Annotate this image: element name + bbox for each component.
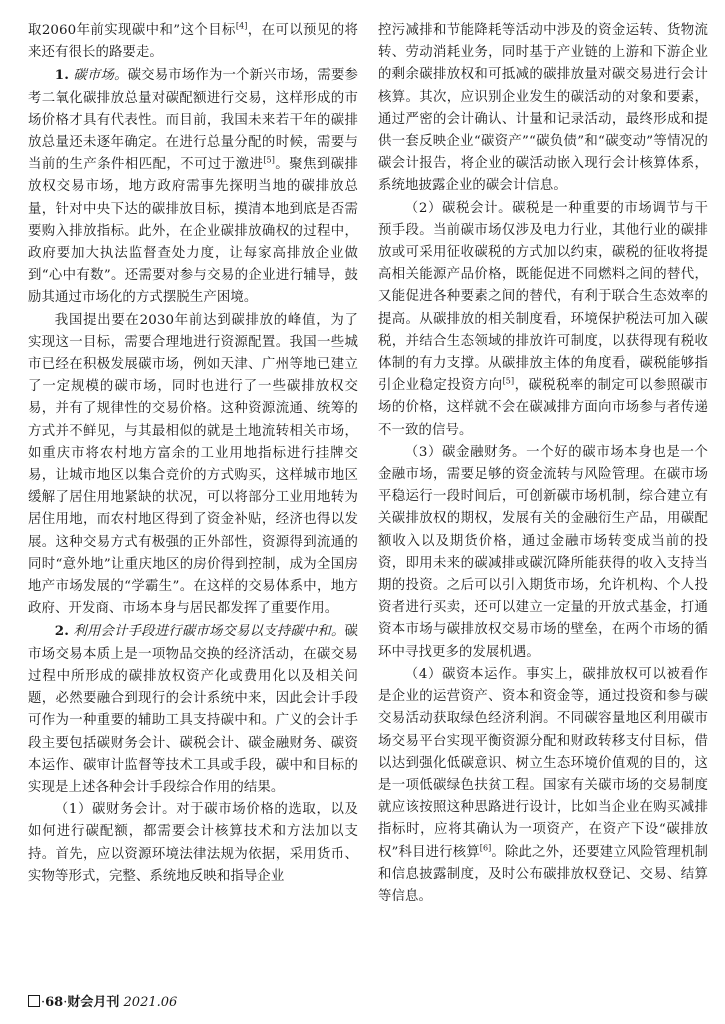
- paragraph-text: 碳交易市场作为一个新兴市场，需要参考二氧化碳排放总量对碳配额进行交易，这样形成的市场价格才具有代表性。而目前，我国未来若干年的碳排放总量还未逐年确定。在进行总量分配的时候，需要与当前的生产条件相匹配，不可过于激进: [28, 68, 358, 173]
- footer-sep: ·: [41, 995, 46, 1010]
- right-column: [378, 20, 708, 908]
- paragraph-carbon-tax-accounting: [378, 198, 708, 442]
- page-number: 68: [45, 995, 64, 1010]
- section-number: 1.: [54, 67, 69, 84]
- left-column: [28, 20, 358, 888]
- paragraph-carbon-finance: （3）碳金融财务。一个好的碳市场本身也是一个金融市场，需要足够的资金流转与风险管理。在碳市场平稳运行一段时间后，可创新碳市场机制，综合建立有关碳排放权的期权，发展有关的金融衍生产品，用碳配额收入以及期货价格，通过金融市场转变成当前的投资，即用未来的碳减排或碳沉降所能获得的收入支持当期的投资。之后可以引入期货市场，允许机构、个人投资者进行买卖，还可以建立一定量的开放式基金，打通资本市场与碳排放权交易市场的壁垒，在两个市场的循环中寻找更多的发展机遇。: [378, 444, 708, 660]
- paragraph-text: 。除此之外，还要建立风险管理机制和信息披露制度，及时公布碳排放权登记、交易、结算等信息。: [378, 844, 708, 904]
- footer-sep: ·: [63, 995, 68, 1010]
- page-footer: [28, 994, 177, 1012]
- paragraph-text: 。聚焦到碳排放权交易市场，地方政府需事先探明当地的碳排放总量，针对中央下达的碳排放目标，摸清本地到底是否需要购入排放指标。此外，在企业碳排放确权的过程中，政府要加大执法监督查处力度，让每家高排放企业做到“心中有数”。还需要对参与交易的企业进行辅导，鼓励其通过市场化的方式摆脱生产困境。: [28, 157, 358, 306]
- section-heading: 利用会计手段进行碳市场交易以支持碳中和。: [73, 624, 345, 640]
- paragraph-text: （2）碳税会计。碳税是一种重要的市场调节与干预手段。当前碳市场仅涉及电力行业，其他行业的碳排放或可采用征收碳税的方式加以约束，碳税的征收将提高相关能源产品价格，既能促进不同燃料之间的替代，又能促进各种要素之间的替代，有利于联合生态效率的提高。从碳排放的相关制度看，环境保护税法可加入碳税，并结合生态领域的排放许可制度，以获得现有税收体制的有力支撑。从碳排放主体的角度看，碳税能够指引企业稳定投资方向: [378, 200, 708, 394]
- paragraph-text: 碳市场交易本质上是一项物品交换的经济活动，在碳交易过程中所形成的碳排放权资产化或费用化以及相关问题，必然要融合到现行的会计系统中来，因此会计手段可作为一种重要的辅助工具支持碳中和。广义的会计手段主要包括碳财务会计、碳税会计、碳金融财务、碳资本运作、碳审计监督等技术工具或手段，碳中和目标的实现是上述各种会计手段综合作用的结果。: [28, 624, 358, 795]
- journal-name: 财会月刊: [67, 995, 120, 1010]
- citation-ref[interactable]: [5]: [502, 376, 515, 386]
- paragraph-text: ，在可以预见的将来还有很长的路要走。: [28, 23, 358, 61]
- paragraph-text: ，碳税税率的制定可以参照碳市场的价格，这样就不会在碳减排方面向市场参与者传递不一致的信号。: [378, 378, 708, 438]
- paragraph: 我国提出要在2030年前达到碳排放的峰值，为了实现这一目标，需要合理地进行资源配置。我国一些城市已经在积极发展碳市场，例如天津、广州等地已建立了一定规模的碳市场，同时也进行了一些碳排放权交易，并有了规律性的交易价格。这种资源流通、统筹的方式并不鲜见，与其最相似的就是土地流转相关市场，如重庆市将农村地方富余的工业用地指标进行挂牌交易，让城市地区以集合竞价的方式购买，这样城市地区缓解了居住用地紧缺的状况，可以将部分工业用地转为居住用地，而农村地区得到了资金补贴，经济也得以发展。这种交易方式有极强的正外部性，资源得到流通的同时“意外地”让重庆地区的房价得到控制，成为全国房地产市场发展的“学霸生”。在这样的交易体系中，地方政府、开发商、市场本身与居民都发挥了重要作用。: [28, 312, 358, 617]
- paragraph-continued: 控污减排和节能降耗等活动中涉及的资金运转、货物流转、劳动消耗业务，同时基于产业链的上游和下游企业的剩余碳排放权和可抵减的碳排放量对碳交易进行会计核算。其次，应识别企业发生的碳活动的对象和要素，通过严密的会计确认、计量和记录活动，最终形成和提供一套反映企业“碳资产”“碳负债”和“碳变动”等情况的碳会计报告，将企业的碳活动嵌入现行会计核算体系，系统地披露企业的碳会计信息。: [378, 23, 708, 194]
- square-icon: [28, 995, 40, 1007]
- paragraph-carbon-financial-accounting: （1）碳财务会计。对于碳市场价格的选取，以及如何进行碳配额，都需要会计核算技术和方法加以支持。首先，应以资源环境法律法规为依据，采用货币、实物等形式，完整、系统地反映和指导企业: [28, 802, 358, 884]
- section-accounting-means: [28, 620, 358, 799]
- section-carbon-market: [28, 64, 358, 309]
- citation-ref[interactable]: [5]: [263, 155, 275, 165]
- paragraph-text: 取2060年前实现碳中和”这个目标: [28, 23, 236, 38]
- paragraph-text: （4）碳资本运作。事实上，碳排放权可以被看作是企业的运营资产、资本和资金等，通过投资和参与碳交易活动获取绿色经济利润。不同碳容量地区利用碳市场交易平台实现平衡资源分配和财政转移支付目标，借以达到强化低碳意识、树立生态环境价值观的目的，这是一项低碳绿色扶贫工程。国家有关碳市场的交易制度就应该按照这种思路进行设计，比如当企业在购买减排指标时，应将其确认为一项资产，在资产下设“碳排放权”科目进行核算: [378, 666, 708, 860]
- paragraph-carbon-capital: [378, 664, 708, 908]
- issue-number: 2021.06: [123, 995, 178, 1010]
- section-heading: 碳市场。: [73, 68, 128, 84]
- citation-ref[interactable]: [6]: [479, 843, 492, 853]
- section-number: 2.: [54, 623, 69, 640]
- citation-ref[interactable]: [4]: [235, 21, 248, 31]
- paragraph-continued: [28, 20, 358, 64]
